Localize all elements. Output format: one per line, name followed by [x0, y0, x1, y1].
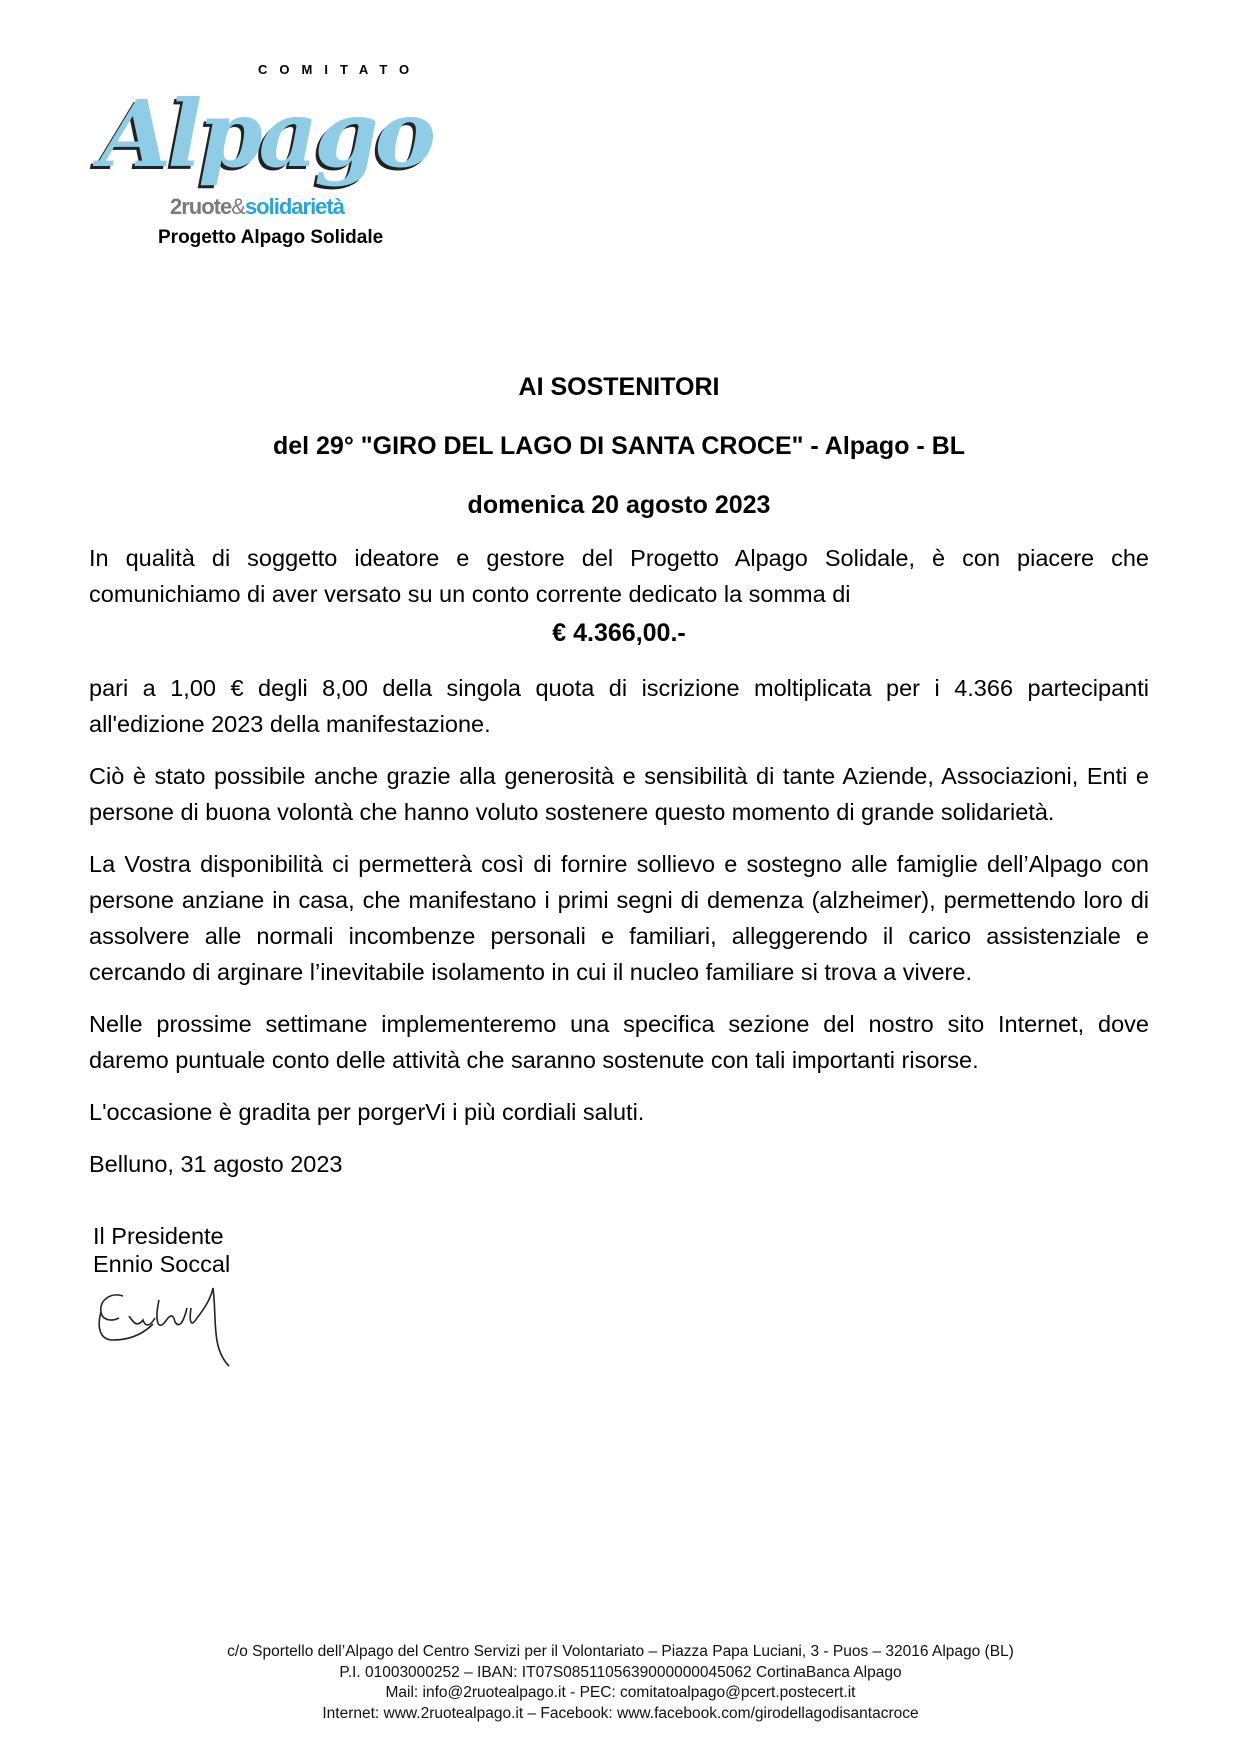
closing: L'occasione è gradita per porgerVi i più cordiali saluti.: [89, 1099, 645, 1125]
footer-iban: P.I. 01003000252 – IBAN: IT07S0851105639000000045062 CortinaBanca Alpago: [339, 1663, 902, 1681]
logo-comitato: COMITATO: [258, 62, 422, 77]
paragraph-3: Ciò è stato possibile anche grazie alla generosità e sensibilità di tante Aziende, Associazioni, Enti e persone di buona volontà che hanno voluto sostenere questo momento di grande solidarietà.: [89, 763, 1149, 825]
footer: [0, 1642, 1241, 1724]
paragraph-2: pari a 1,00 € degli 8,00 della singola quota di iscrizione moltiplicata per i 4.366 partecipanti all'edizione 2023 della manifestazione.: [89, 675, 1149, 737]
heading-line2: del 29° "GIRO DEL LAGO DI SANTA CROCE" - Alpago - BL: [272, 432, 966, 460]
footer-internet: Internet: www.2ruotealpago.it – Facebook: www.facebook.com/girodellagodisantacroce: [322, 1704, 919, 1722]
paragraph-4: La Vostra disponibilità ci permetterà così di fornire sollievo e sostegno alle famiglie dell’Alpago con persone anziane in casa, che manifestano i primi segni di demenza (alzheimer), permettendo loro di assolvere alle normali incombenze personali e familiari, alleggerendo il carico assistenziale e cercando di arginare l’inevitabile isolamento in cui il nucleo familiare si trova a vivere.: [89, 851, 1149, 985]
logo-wordmark: Alpago: [100, 80, 432, 188]
tagline-solidarieta: solidarietà: [244, 194, 344, 219]
footer-address: c/o Sportello dell’Alpago del Centro Servizi per il Volontariato – Piazza Papa Luciani, 3 - Puos – 32016 Alpago (BL): [227, 1643, 1014, 1660]
heading-line1: AI SOSTENITORI: [518, 373, 720, 401]
footer-mail: Mail: info@2ruotealpago.it - PEC: comitatoalpago@pcert.postecert.it: [385, 1684, 856, 1701]
amount: € 4.366,00.-: [552, 619, 686, 647]
signature-block: [93, 1222, 1149, 1373]
place-date: Belluno, 31 agosto 2023: [89, 1151, 343, 1177]
logo-project-name: Progetto Alpago Solidale: [158, 227, 384, 248]
heading-line3: domenica 20 agosto 2023: [467, 491, 771, 519]
signature-name: Ennio Soccal: [93, 1251, 231, 1277]
paragraph-5: Nelle prossime settimane implementeremo una specifica sezione del nostro sito Internet, dove daremo puntuale conto delle attività che saranno sostenute con tali importanti risorse.: [89, 1011, 1149, 1073]
tagline-2ruote: 2ruote: [170, 194, 232, 219]
paragraph-1: In qualità di soggetto ideatore e gestore del Progetto Alpago Solidale, è con piacere che comunichiamo di aver versato su un conto corrente dedicato la somma di: [89, 545, 1149, 607]
logo-tagline: [170, 194, 344, 220]
handwritten-signature: [93, 1278, 253, 1373]
signature-role: Il Presidente: [93, 1223, 224, 1249]
tagline-amp: &: [231, 194, 245, 219]
letter-body: [89, 372, 1149, 1373]
